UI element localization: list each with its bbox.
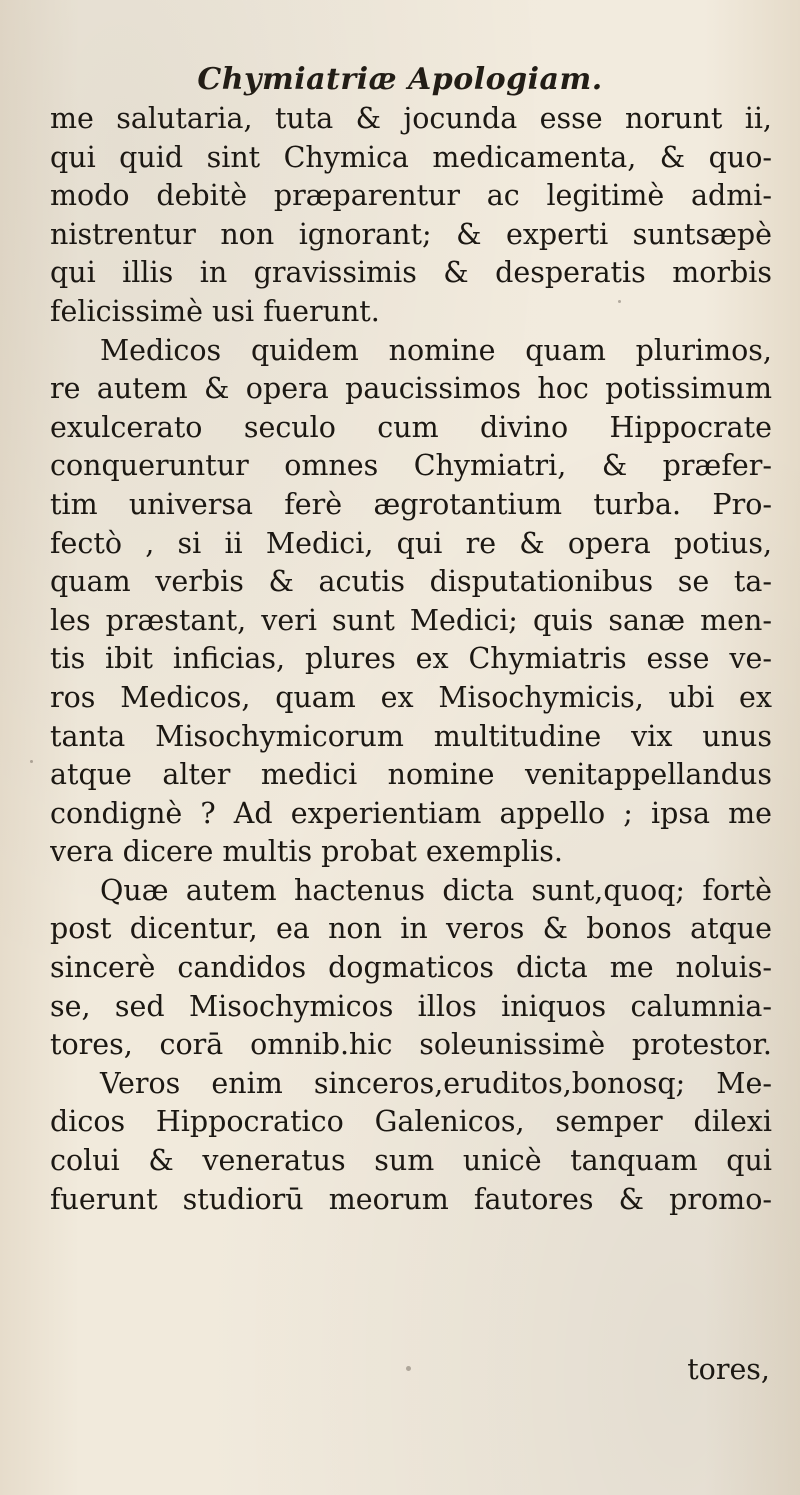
text-line: qui quid sint Chymica medicamenta, & quo- [50,140,772,174]
paper-speck [30,760,33,763]
paper-speck [618,300,621,303]
text-line: dicos Hippocratico Galenicos, semper dilexi [50,1105,772,1139]
text-line: tores, corā omnib.hic soleunissimè protestor. [50,1028,772,1062]
text-line: conqueruntur omnes Chymiatri, & præfer- [50,449,772,483]
text-line: tanta Misochymicorum multitudine vix unus [50,719,772,753]
text-line: fuerunt studiorū meorum fautores & promo- [50,1182,772,1216]
running-head: Chymiatriæ Apologiam. [197,62,603,97]
text-line: qui illis in gravissimis & desperatis morbis [50,256,772,290]
text-line: atque alter medici nomine venitappellandus [50,758,772,792]
text-line: ros Medicos, quam ex Misochymicis, ubi ex [50,680,772,714]
text-line: exulcerato seculo cum divino Hippocrate [50,410,772,444]
text-line: vera dicere multis probat exemplis. [50,835,563,869]
text-line: quam verbis & acutis disputationibus se ta- [50,565,772,599]
text-line: me salutaria, tuta & jocunda esse norunt ii, [50,102,772,135]
body-text [50,100,772,1219]
text-line: nistrentur non ignorant; & experti suntsæpè [50,217,772,251]
paragraph-start-line: Quæ autem hactenus dicta sunt,quoq; fortè [100,873,772,907]
text-line: re autem & opera paucissimos hoc potissimum [50,372,772,406]
text-line: colui & veneratus sum unicè tanquam qui [50,1144,772,1178]
text-line: modo debitè præparentur ac legitimè admi- [50,179,772,213]
text-line: les præstant, veri sunt Medici; quis sanæ men- [50,603,772,637]
text-line: felicissimè usi fuerunt. [50,294,380,328]
text-line: sincerè candidos dogmaticos dicta me noluis- [50,951,772,985]
paper-speck [406,1366,411,1371]
catchword: tores, [687,1353,770,1386]
text-line: condignè ? Ad experientiam appello ; ipsa me [50,796,772,830]
text-line: tis ibit inficias, plures ex Chymiatris esse ve- [50,642,772,676]
text-line: tim universa ferè ægrotantium turba. Pro- [50,487,772,521]
text-line: se, sed Misochymicos illos iniquos calumnia- [50,989,772,1023]
paragraph-start-line: Medicos quidem nomine quam plurimos, [100,333,772,367]
paragraph-start-line: Veros enim sinceros,eruditos,bonosq; Me- [100,1066,772,1100]
text-line: fectò , si ii Medici, qui re & opera potius, [50,526,772,560]
text-line: post dicentur, ea non in veros & bonos atque [50,912,772,946]
